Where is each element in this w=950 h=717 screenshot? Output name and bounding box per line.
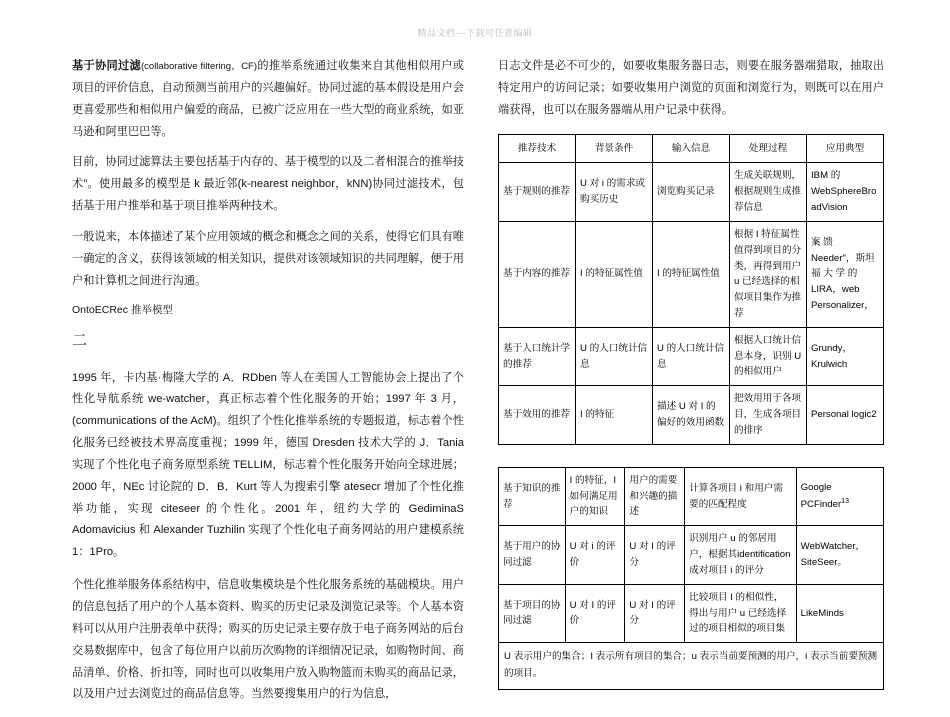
- cell-process: 根据 I 特征属性值得到项目的分类，再得到用户 u 已经选择的相似项目集作为推荐: [730, 221, 807, 327]
- right-column: [498, 56, 884, 717]
- cell-application: Grundy，Krulwich: [807, 327, 884, 385]
- table-row: [499, 386, 884, 444]
- cell-technique: 基于规则的推荐: [499, 163, 576, 221]
- cell-process: 计算各项目 i 和用户需要的匹配程度: [685, 467, 796, 525]
- cell-application: IBM 的 WebSphereBroadVision: [807, 163, 884, 221]
- table-header-row: [499, 134, 884, 163]
- cell-background: I 的特征，I 如何满足用户的知识: [565, 467, 625, 525]
- cell-technique: 基于用户的协同过滤: [499, 526, 566, 584]
- cell-process: 比较项目 I 的相似性，得出与用户 u 已经选择过的项目相似的项目集: [685, 584, 796, 642]
- header-input: 输入信息: [653, 134, 730, 163]
- cell-background: I 的特征: [576, 386, 653, 444]
- cell-application: Google PCFinder$^{13}$: [796, 467, 883, 525]
- cell-application: 案 馈 Needer"，斯坦福 大 学 的 LIRA，web Personalizer，: [807, 221, 884, 327]
- header-application: 应用典型: [807, 134, 884, 163]
- paragraph-log-files: 日志文件是必不可少的，如要收集服务器日志，则要在服务器端猎取，抽取出特定用户的访问记录；如要收集用户浏览的页面和浏览行为，则既可以在用户端获得，也可以在服务器端从用户记录中获得。: [498, 60, 884, 116]
- two-column-body: [72, 56, 884, 717]
- paragraph-ontology: 一般说来，本体描述了某个应用领域的概念和概念之间的关系，使得它们具有唯一确定的含义，获得该领域的相关知识，提供对该领域知识的共同理解，便于用户和计算机之间进行沟通。: [72, 230, 464, 287]
- cell-technique: 基于内容的推荐: [499, 221, 576, 327]
- table-row: [499, 163, 884, 221]
- section-heading: 二: [72, 332, 89, 350]
- cell-application: WebWatcher，SiteSeer。: [796, 526, 883, 584]
- cell-note: U 表示用户的集合；I 表示所有项目的集合；u 表示当前要预测的用户，i 表示当前要预测的项目。: [499, 643, 884, 690]
- cell-background: U 对 I 的评价: [565, 584, 625, 642]
- cell-input: U 对 I 的评分: [625, 526, 685, 584]
- cell-technique: 基于项目的协同过滤: [499, 584, 566, 642]
- recommendation-techniques-table-continued: [498, 467, 884, 690]
- cell-input: 描述 U 对 I 的偏好的效用函数: [653, 386, 730, 444]
- cell-input: I 的特征属性值: [653, 221, 730, 327]
- cell-background: I 的特征属性值: [576, 221, 653, 327]
- cell-process: 把效用用于各项目，生成各项目的排序: [730, 386, 807, 444]
- cell-input: 浏览购买记录: [653, 163, 730, 221]
- paragraph-history: 1995 年，卡内基·梅隆大学的 A．RDben 等人在美国人工智能协会上提出了个性化导航系统 we-watcher，真正标志着个性化服务的开始；1997 年 3 月，(communications of the AcM)。组织了个性化推举系统的专题报道，标志着个性化服务已经被技术界高度重视；1999 年，德国 Dresden 技术大学的 J．Tania 实现了个性化电子商务原型系统 TELLIM，标志着个性化服务开始向全球进展；2000 年，NEc 讨论院的 D．B．Kurt 等人为搜索引擎 atesecr 增加了个性化推举功能，实现 citeseer 的个性化。2001 年，纽约大学的 GediminaS Adomavicius 和 Alexander Tuzhilin 实现了个性化电子商务网站的用户建模系统 1：1Pro。: [72, 371, 464, 559]
- paragraph-collaborative-filtering: [72, 56, 464, 143]
- cell-process: 根据人口统计信息本身，识别 U 的相似用户: [730, 327, 807, 385]
- paragraph-1-rest: 的推举系统通过收集来自其他相似用户或项目的评价信息，自动预测当前用户的兴趣偏好。协同过滤的基本假设是用户会更喜爱那些和相似用户偏爱的商品，已被广泛应用在一些大型的商业系统，如亚马逊和阿里巴巴等。: [72, 60, 464, 138]
- paragraph-architecture: 个性化推举服务体系结构中，信息收集模块是个性化服务系统的基础模块。用户的信息包括了用户的个人基本资料、购买的历史记录及浏览记录等。个人基本资料可以从用户注册表单中获得；购买的历史记录主要存放于电子商务网站的后台交易数据库中，包含了每位用户以前历次购物的详细情况记录，如购物时间、商品清单、价格、折扣等，同时也可以收集用户放入购物篮而未购买的商品记录，以及用户过去浏览过的商品信息等。当然要搜集用户的行为信息，: [72, 579, 464, 701]
- table-row: [499, 584, 884, 642]
- cell-application: Personal logic2: [807, 386, 884, 444]
- term-english: (collaborative filtering，CF): [141, 61, 258, 72]
- model-label: OntoECRec 推举模型: [72, 304, 173, 317]
- term-bold: 基于协同过滤: [72, 60, 141, 72]
- header-technique: 推荐技术: [499, 134, 576, 163]
- recommendation-techniques-table: [498, 134, 884, 445]
- paragraph-algorithms: 目前，协同过滤算法主要包括基于内存的、基于模型的以及二者相混合的推举技术”。使用最多的模型是 k 最近邻(k-nearest neighbor，kNN)协同过滤技术，包括基于用户推举和基于项目推举两种技术。: [72, 156, 464, 213]
- cell-technique: 基于知识的推荐: [499, 467, 566, 525]
- watermark-text: 精品文档---下载可任意编辑: [417, 28, 533, 38]
- cell-technique: 基于人口统计学的推荐: [499, 327, 576, 385]
- cell-background: U 的人口统计信息: [576, 327, 653, 385]
- cell-input: U 的人口统计信息: [653, 327, 730, 385]
- cell-process: 生成关联规则，根据规则生成推荐信息: [730, 163, 807, 221]
- table-row: [499, 221, 884, 327]
- header-background: 背景条件: [576, 134, 653, 163]
- table-row: [499, 327, 884, 385]
- table-row: [499, 467, 884, 525]
- cell-background: U 对 i 的评价: [565, 526, 625, 584]
- cell-input: U 对 I 的评分: [625, 584, 685, 642]
- table-note-row: [499, 643, 884, 690]
- left-column: [72, 56, 464, 717]
- cell-application: LikeMinds: [796, 584, 883, 642]
- cell-input: 用户的需要和兴趣的描述: [625, 467, 685, 525]
- table-row: [499, 526, 884, 584]
- cell-process: 识别用户 u 的邻居用户，根据其identification成对项目 i 的评分: [685, 526, 796, 584]
- cell-technique: 基于效用的推荐: [499, 386, 576, 444]
- cell-background: U 对 i 的需求或购买历史: [576, 163, 653, 221]
- header-process: 处理过程: [730, 134, 807, 163]
